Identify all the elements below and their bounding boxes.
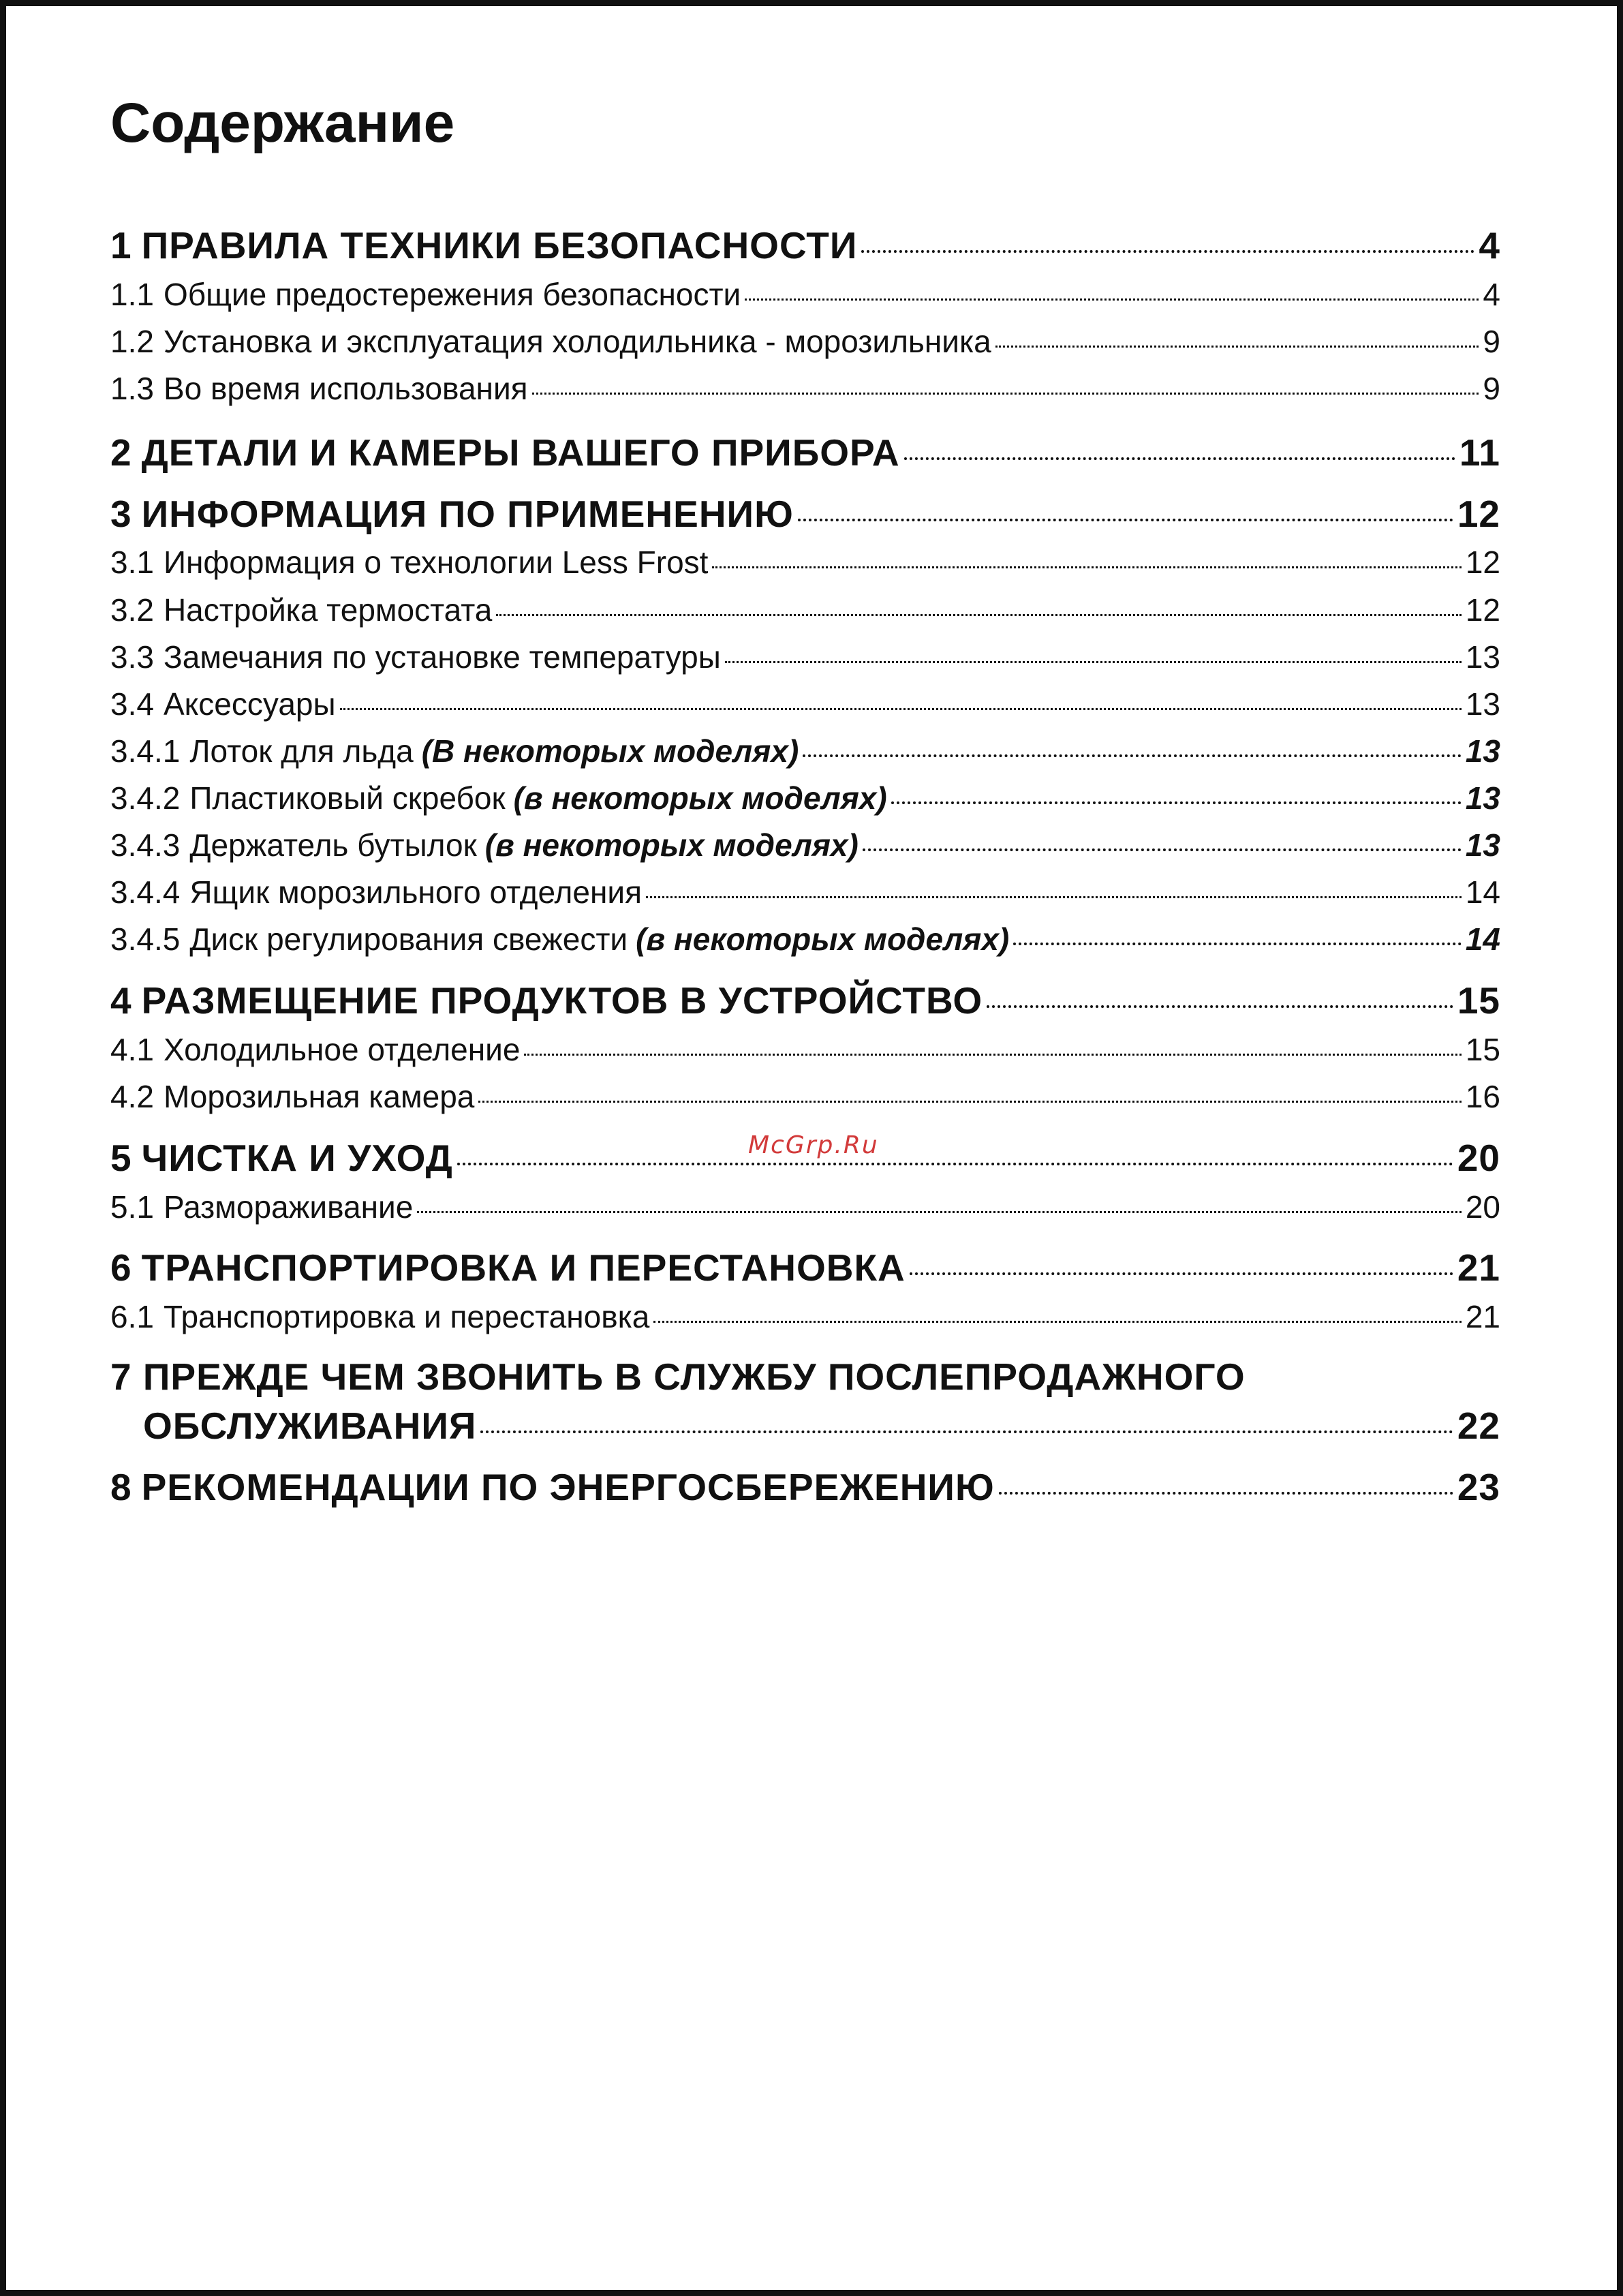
toc-entry-label: Диск регулирования свежести [189, 921, 628, 957]
toc-entry-number: 3.2 [110, 592, 154, 628]
toc-entry-page: 15 [1457, 979, 1500, 1022]
toc-entry-page: 4 [1479, 224, 1500, 266]
toc-entry-label: Во время использования [163, 371, 528, 406]
toc-entry-label: Общие предостережения безопасности [163, 277, 741, 312]
dot-leader [745, 299, 1479, 301]
toc-entry-number: 6 [110, 1246, 132, 1289]
toc-entry-label: ЧИСТКА И УХОД [141, 1137, 453, 1179]
page-title: Содержание [110, 92, 455, 154]
toc-entry-page: 11 [1459, 431, 1500, 474]
toc-entry-note: (в некоторых моделях) [636, 921, 1010, 957]
toc-entry-label: РАЗМЕЩЕНИЕ ПРОДУКТОВ В УСТРОЙСТВО [141, 979, 983, 1022]
dot-leader [532, 393, 1479, 395]
toc-entry-3-2[interactable] [110, 592, 1500, 628]
toc-entry-number: 3.4.1 [110, 733, 181, 769]
toc-entry-label: ПРАВИЛА ТЕХНИКИ БЕЗОПАСНОСТИ [141, 224, 858, 266]
toc-entry-label: Морозильная камера [163, 1079, 475, 1114]
toc-entry-3-4[interactable] [110, 686, 1500, 722]
dot-leader [803, 754, 1462, 757]
toc-entry-number: 5.1 [110, 1189, 154, 1225]
dot-leader [995, 346, 1479, 348]
dot-leader [480, 1430, 1453, 1433]
toc-entry-4-1[interactable] [110, 1031, 1500, 1068]
toc-entry-number: 6.1 [110, 1299, 154, 1334]
toc-entry-3-4-2[interactable] [110, 780, 1500, 816]
toc-entry-8[interactable] [110, 1465, 1500, 1509]
toc-entry-page: 15 [1465, 1032, 1500, 1067]
toc-entry-number: 3 [110, 493, 132, 535]
toc-entry-3-4-1[interactable] [110, 733, 1500, 769]
toc-entry-label: Замечания по установке температуры [163, 639, 721, 675]
toc-entry-page: 13 [1465, 686, 1500, 722]
toc-entry-2[interactable] [110, 431, 1500, 474]
dot-leader [910, 1272, 1453, 1275]
toc-entry-label: Аксессуары [163, 686, 336, 722]
toc-entry-number: 5 [110, 1137, 132, 1179]
toc-entry-page: 13 [1465, 733, 1500, 769]
dot-leader [725, 661, 1462, 663]
toc-entry-number: 3.4.2 [110, 780, 181, 816]
toc-entry-label: Ящик морозильного отделения [189, 874, 642, 910]
dot-leader [798, 519, 1453, 521]
toc-entry-4[interactable] [110, 979, 1500, 1022]
toc-entry-label: Пластиковый скребок [189, 780, 506, 816]
dot-leader [1013, 943, 1462, 945]
toc-entry-1-2[interactable] [110, 323, 1500, 360]
toc-entry-page: 14 [1465, 921, 1500, 957]
toc-entry-page: 12 [1465, 545, 1500, 580]
toc-entry-number: 3.4.3 [110, 827, 181, 863]
toc-entry-page: 21 [1457, 1246, 1500, 1289]
toc-entry-number: 7 [110, 1356, 132, 1398]
toc-entry-number: 4.2 [110, 1079, 154, 1114]
toc-entry-label: Информация о технологии Less Frost [163, 545, 709, 580]
toc-entry-number: 4.1 [110, 1032, 154, 1067]
toc-entry-1-1[interactable] [110, 276, 1500, 313]
toc-entry-6-1[interactable] [110, 1298, 1500, 1335]
toc-entry-number: 4 [110, 979, 132, 1022]
toc-entry-number: 2 [110, 431, 132, 474]
dot-leader [904, 457, 1455, 460]
toc-entry-page: 23 [1457, 1466, 1500, 1508]
dot-leader [478, 1101, 1461, 1103]
toc-entry-page: 9 [1483, 371, 1500, 406]
toc-entry-page: 12 [1457, 493, 1500, 535]
dot-leader [457, 1163, 1453, 1165]
toc-entry-note: (в некоторых моделях) [513, 780, 887, 816]
toc-entry-page: 20 [1465, 1189, 1500, 1225]
toc-entry-page: 4 [1483, 277, 1500, 312]
toc-entry-page: 14 [1465, 874, 1500, 910]
toc-entry-label: ДЕТАЛИ И КАМЕРЫ ВАШЕГО ПРИБОРА [141, 431, 900, 474]
dot-leader [340, 708, 1462, 710]
toc-entry-label: Лоток для льда [189, 733, 414, 769]
toc-entry-note: (в некоторых моделях) [484, 827, 859, 863]
dot-leader [524, 1054, 1461, 1056]
toc-entry-number: 1.2 [110, 324, 154, 359]
toc-entry-3-4-5[interactable] [110, 921, 1500, 958]
toc-entry-number: 3.4.4 [110, 874, 181, 910]
dot-leader [653, 1321, 1461, 1323]
toc-entry-label: ПРЕЖДЕ ЧЕМ ЗВОНИТЬ В СЛУЖБУ ПОСЛЕПРОДАЖНОГО [142, 1356, 1246, 1398]
toc-entry-page: 13 [1465, 780, 1500, 816]
toc-entry-1-3[interactable] [110, 370, 1500, 407]
toc-entry-number: 1.3 [110, 371, 154, 406]
toc-entry-label: ИНФОРМАЦИЯ ПО ПРИМЕНЕНИЮ [141, 493, 794, 535]
toc-entry-label: ТРАНСПОРТИРОВКА И ПЕРЕСТАНОВКА [141, 1246, 906, 1289]
toc-entry-4-2[interactable] [110, 1078, 1500, 1115]
dot-leader [417, 1211, 1462, 1213]
toc-entry-page: 13 [1465, 827, 1500, 863]
toc-entry-3-4-4[interactable] [110, 874, 1500, 910]
toc-entry-page: 12 [1465, 592, 1500, 628]
toc-entry-page: 9 [1483, 324, 1500, 359]
toc-entry-number: 1 [110, 224, 132, 266]
toc-entry-6[interactable] [110, 1246, 1500, 1289]
dot-leader [712, 566, 1461, 568]
toc-entry-1[interactable] [110, 224, 1500, 267]
toc-entry-number: 8 [110, 1466, 132, 1508]
toc-entry-label: Транспортировка и перестановка [163, 1299, 650, 1334]
toc-entry-3[interactable] [110, 492, 1500, 536]
toc-entry-label: РЕКОМЕНДАЦИИ ПО ЭНЕРГОСБЕРЕЖЕНИЮ [141, 1466, 995, 1508]
toc-entry-note: (В некоторых моделях) [421, 733, 799, 769]
toc-entry-page: 20 [1457, 1137, 1500, 1179]
toc-entry-number: 3.4.5 [110, 921, 181, 957]
dot-leader [861, 250, 1474, 253]
toc-entry-page: 16 [1465, 1079, 1500, 1114]
toc-entry-label: Держатель бутылок [189, 827, 477, 863]
toc-entry-number: 1.1 [110, 277, 154, 312]
dot-leader [863, 848, 1462, 851]
toc-entry-page: 21 [1465, 1299, 1500, 1334]
toc-entry-3-1[interactable] [110, 544, 1500, 581]
toc-entry-number: 3.3 [110, 639, 154, 675]
toc-entry-label-continued: ОБСЛУЖИВАНИЯ [143, 1405, 477, 1447]
toc-entry-3-3[interactable] [110, 639, 1500, 675]
toc-entry-3-4-3[interactable] [110, 827, 1500, 863]
toc-entry-label: Холодильное отделение [163, 1032, 521, 1067]
dot-leader [999, 1492, 1453, 1495]
toc-entry-page: 22 [1457, 1405, 1500, 1447]
watermark: McGrp.Ru [748, 1131, 879, 1159]
toc-entry-number: 3.4 [110, 686, 154, 722]
toc-entry-label: Установка и эксплуатация холодильника - морозильника [163, 324, 991, 359]
toc-entry-7[interactable] [110, 1355, 1500, 1448]
dot-leader [891, 801, 1462, 804]
toc-entry-number: 3.1 [110, 545, 154, 580]
dot-leader [496, 614, 1461, 616]
toc-entry-label: Размораживание [163, 1189, 414, 1225]
dot-leader [987, 1005, 1453, 1008]
dot-leader [646, 896, 1462, 898]
toc-entry-label: Настройка термостата [163, 592, 493, 628]
toc-entry-5-1[interactable] [110, 1189, 1500, 1225]
toc-entry-page: 13 [1465, 639, 1500, 675]
